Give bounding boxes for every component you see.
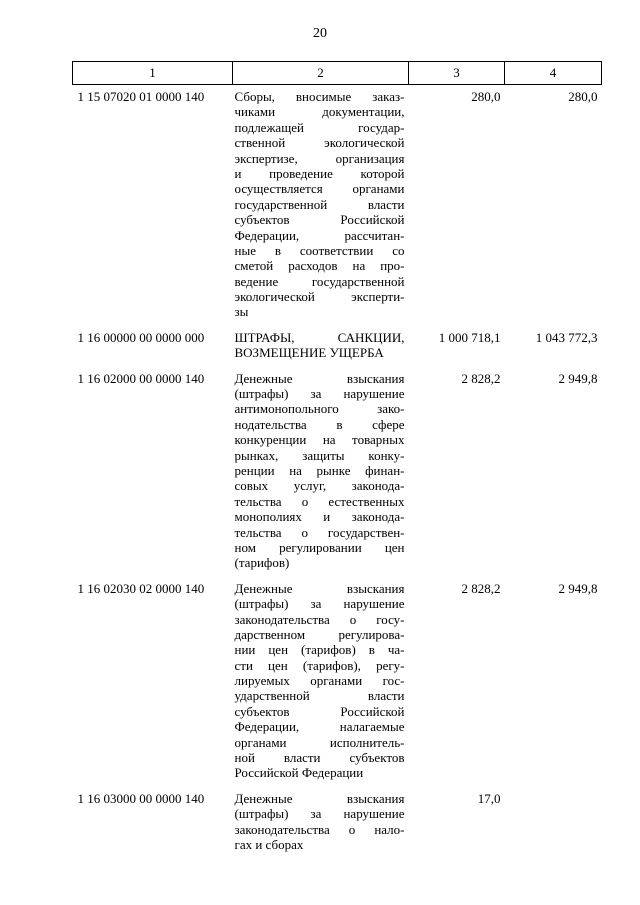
header-col-2: 2 [233, 62, 409, 85]
item-name-line: ные в соответствии со [234, 242, 405, 258]
item-name-line: и проведение которой [234, 165, 405, 181]
item-name-line: ведение государственной [234, 273, 405, 289]
item-name-line: конкуренции на товарных [234, 432, 405, 448]
amount-col-4-cell [505, 787, 602, 859]
item-name-line: ном регулировании цен [234, 539, 405, 555]
item-name-cell [233, 326, 409, 367]
amount-col-4-cell: 280,0 [568, 89, 598, 104]
amount-col-3-cell: 1 000 718,1 [438, 329, 501, 345]
amount-col-3-cell: 2 828,2 [461, 370, 501, 386]
item-name-line: законодательства о госу- [234, 611, 405, 627]
budget-code-cell: 1 16 02030 02 0000 140 [77, 580, 205, 596]
item-name-line: органами исполнитель- [234, 734, 405, 750]
item-name-line: Федерации, налагаемые [234, 719, 405, 735]
item-name-line: (штрафы) за нарушение [234, 596, 405, 612]
table-row [73, 787, 602, 859]
item-name-line: ШТРАФЫ, САНКЦИИ, [234, 329, 405, 345]
item-name-cell [233, 85, 409, 326]
budget-code-cell: 1 16 02000 00 0000 140 [77, 370, 205, 386]
item-name-line: государственной власти [234, 196, 405, 212]
table-row [73, 85, 602, 326]
header-col-3: 3 [409, 62, 505, 85]
item-name-line: сти цен (тарифов), регу- [234, 657, 405, 673]
header-col-1: 1 [73, 62, 233, 85]
item-name-line: ударственной власти [234, 688, 405, 704]
item-name-line: Денежные взыскания [234, 370, 405, 386]
amount-col-3-cell: 2 828,2 [461, 580, 501, 596]
item-name-line: ственной экологической [234, 135, 405, 151]
item-name-line: тельства о государствен- [234, 524, 405, 540]
amount-col-4-cell: 2 949,8 [558, 580, 598, 596]
item-name-line: Денежные взыскания [234, 580, 405, 596]
item-name-line: сметой расходов на про- [234, 258, 405, 274]
table-row [73, 577, 602, 787]
item-name-line: подлежащей государ- [234, 119, 405, 135]
item-name-line: рынках, защиты конку- [234, 447, 405, 463]
item-name-line: дарственном регулирова- [234, 626, 405, 642]
amount-col-4-cell: 1 043 772,3 [535, 329, 598, 345]
item-name-line: экспертизе, организация [234, 150, 405, 166]
item-name-line: ВОЗМЕЩЕНИЕ УЩЕРБА [234, 345, 384, 361]
budget-table [72, 61, 602, 858]
item-name-line: субъектов Российской [234, 212, 405, 228]
item-name-cell [233, 787, 409, 859]
table-header [73, 62, 602, 85]
item-name-line: ренции на рынке финан- [234, 462, 405, 478]
item-name-line: Российской Федерации [234, 765, 364, 781]
item-name-line: (штрафы) за нарушение [234, 806, 405, 822]
header-row [73, 62, 602, 85]
item-name-line: экологической эксперти- [234, 289, 405, 305]
amount-col-4-cell: 2 949,8 [558, 370, 598, 386]
item-name-line: совых услуг, законода- [234, 478, 405, 494]
table-row [73, 326, 602, 367]
item-name-line: (штрафы) за нарушение [234, 386, 405, 402]
budget-code-cell: 1 16 00000 00 0000 000 [77, 329, 205, 345]
header-col-4: 4 [505, 62, 602, 85]
item-name-line: тельства о естественных [234, 493, 405, 509]
amount-col-3-cell: 280,0 [471, 89, 501, 104]
item-name-cell [233, 367, 409, 577]
item-name-line: Денежные взыскания [234, 790, 405, 806]
item-name-line: чиками документации, [234, 104, 405, 120]
item-name-cell [233, 577, 409, 787]
table-row [73, 367, 602, 577]
item-name-line: монополиях и законода- [234, 509, 405, 525]
table-body [73, 85, 602, 859]
item-name-line: нии цен (тарифов) в ча- [234, 642, 405, 658]
item-name-line: Федерации, рассчитан- [234, 227, 405, 243]
budget-code-cell: 1 16 03000 00 0000 140 [77, 790, 205, 806]
item-name-line: лируемых органами гос- [234, 673, 405, 689]
item-name-line: Сборы, вносимые заказ- [234, 89, 405, 104]
item-name-line: (тарифов) [234, 555, 290, 571]
item-name-line: субъектов Российской [234, 703, 405, 719]
item-name-line: ной власти субъектов [234, 750, 405, 766]
item-name-line: нодательства в сфере [234, 416, 405, 432]
page-number: 20 [313, 26, 327, 41]
item-name-line: осуществляется органами [234, 181, 405, 197]
item-name-line: зы [234, 304, 249, 320]
item-name-line: гах и сборах [234, 836, 304, 852]
budget-code-cell: 1 15 07020 01 0000 140 [77, 89, 205, 104]
item-name-line: антимонопольного зако- [234, 401, 405, 417]
amount-col-3-cell: 17,0 [477, 790, 501, 806]
item-name-line: законодательства о нало- [234, 821, 405, 837]
